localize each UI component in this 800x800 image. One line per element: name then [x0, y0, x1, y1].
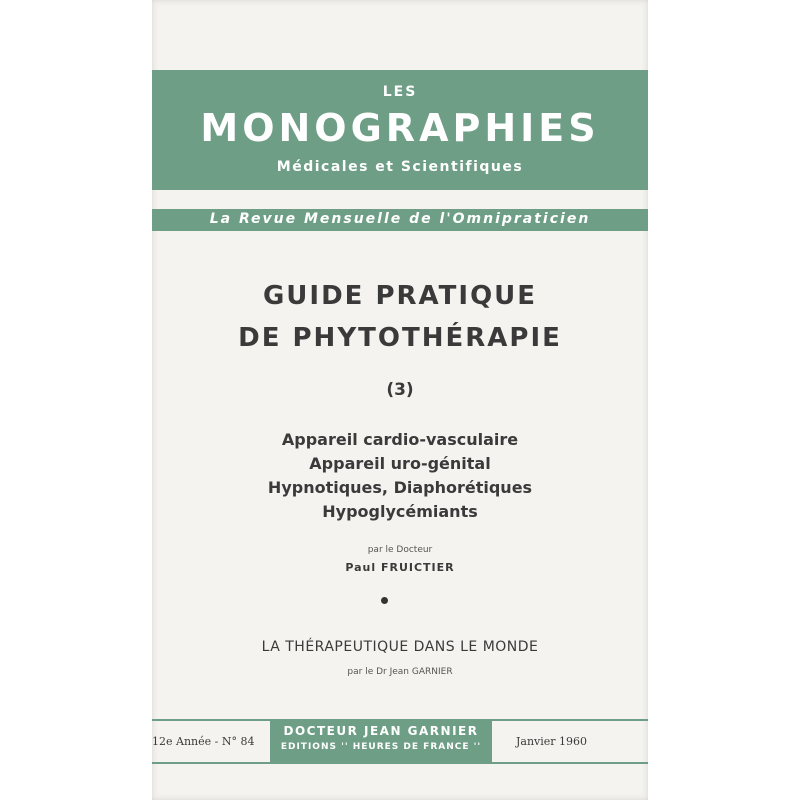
issue-date: Janvier 1960 — [516, 735, 588, 748]
topics-list — [152, 428, 648, 524]
author-name: Paul FRUICTIER — [345, 561, 455, 574]
publisher-name: DOCTEUR JEAN GARNIER — [283, 724, 479, 738]
separator-dot — [381, 597, 388, 604]
revue-tagline: La Revue Mensuelle de l'Omnipraticien — [209, 211, 591, 227]
volume-number: (3) — [386, 380, 414, 400]
topic-item: Appareil cardio-vasculaire — [281, 430, 519, 449]
topic-item: Hypnotiques, Diaphorétiques — [267, 478, 533, 497]
section-title: LA THÉRAPEUTIQUE DANS LE MONDE — [261, 639, 539, 655]
issue-title-line1: GUIDE PRATIQUE — [262, 281, 538, 311]
issue-title-line2: DE PHYTOTHÉRAPIE — [238, 323, 562, 353]
masthead-title: MONOGRAPHIES — [200, 106, 600, 150]
magazine-cover — [152, 0, 648, 800]
section-author: par le Dr Jean GARNIER — [347, 667, 453, 677]
issue-number: 12e Année - N° 84 — [152, 735, 255, 748]
topic-item: Hypoglycémiants — [322, 502, 478, 521]
publisher-editions: EDITIONS '' HEURES DE FRANCE '' — [280, 742, 482, 752]
topic-item: Appareil uro-génital — [309, 454, 491, 473]
header-les: LES — [382, 84, 418, 100]
masthead-subtitle: Médicales et Scientifiques — [276, 159, 524, 175]
author-prefix: par le Docteur — [367, 545, 433, 555]
